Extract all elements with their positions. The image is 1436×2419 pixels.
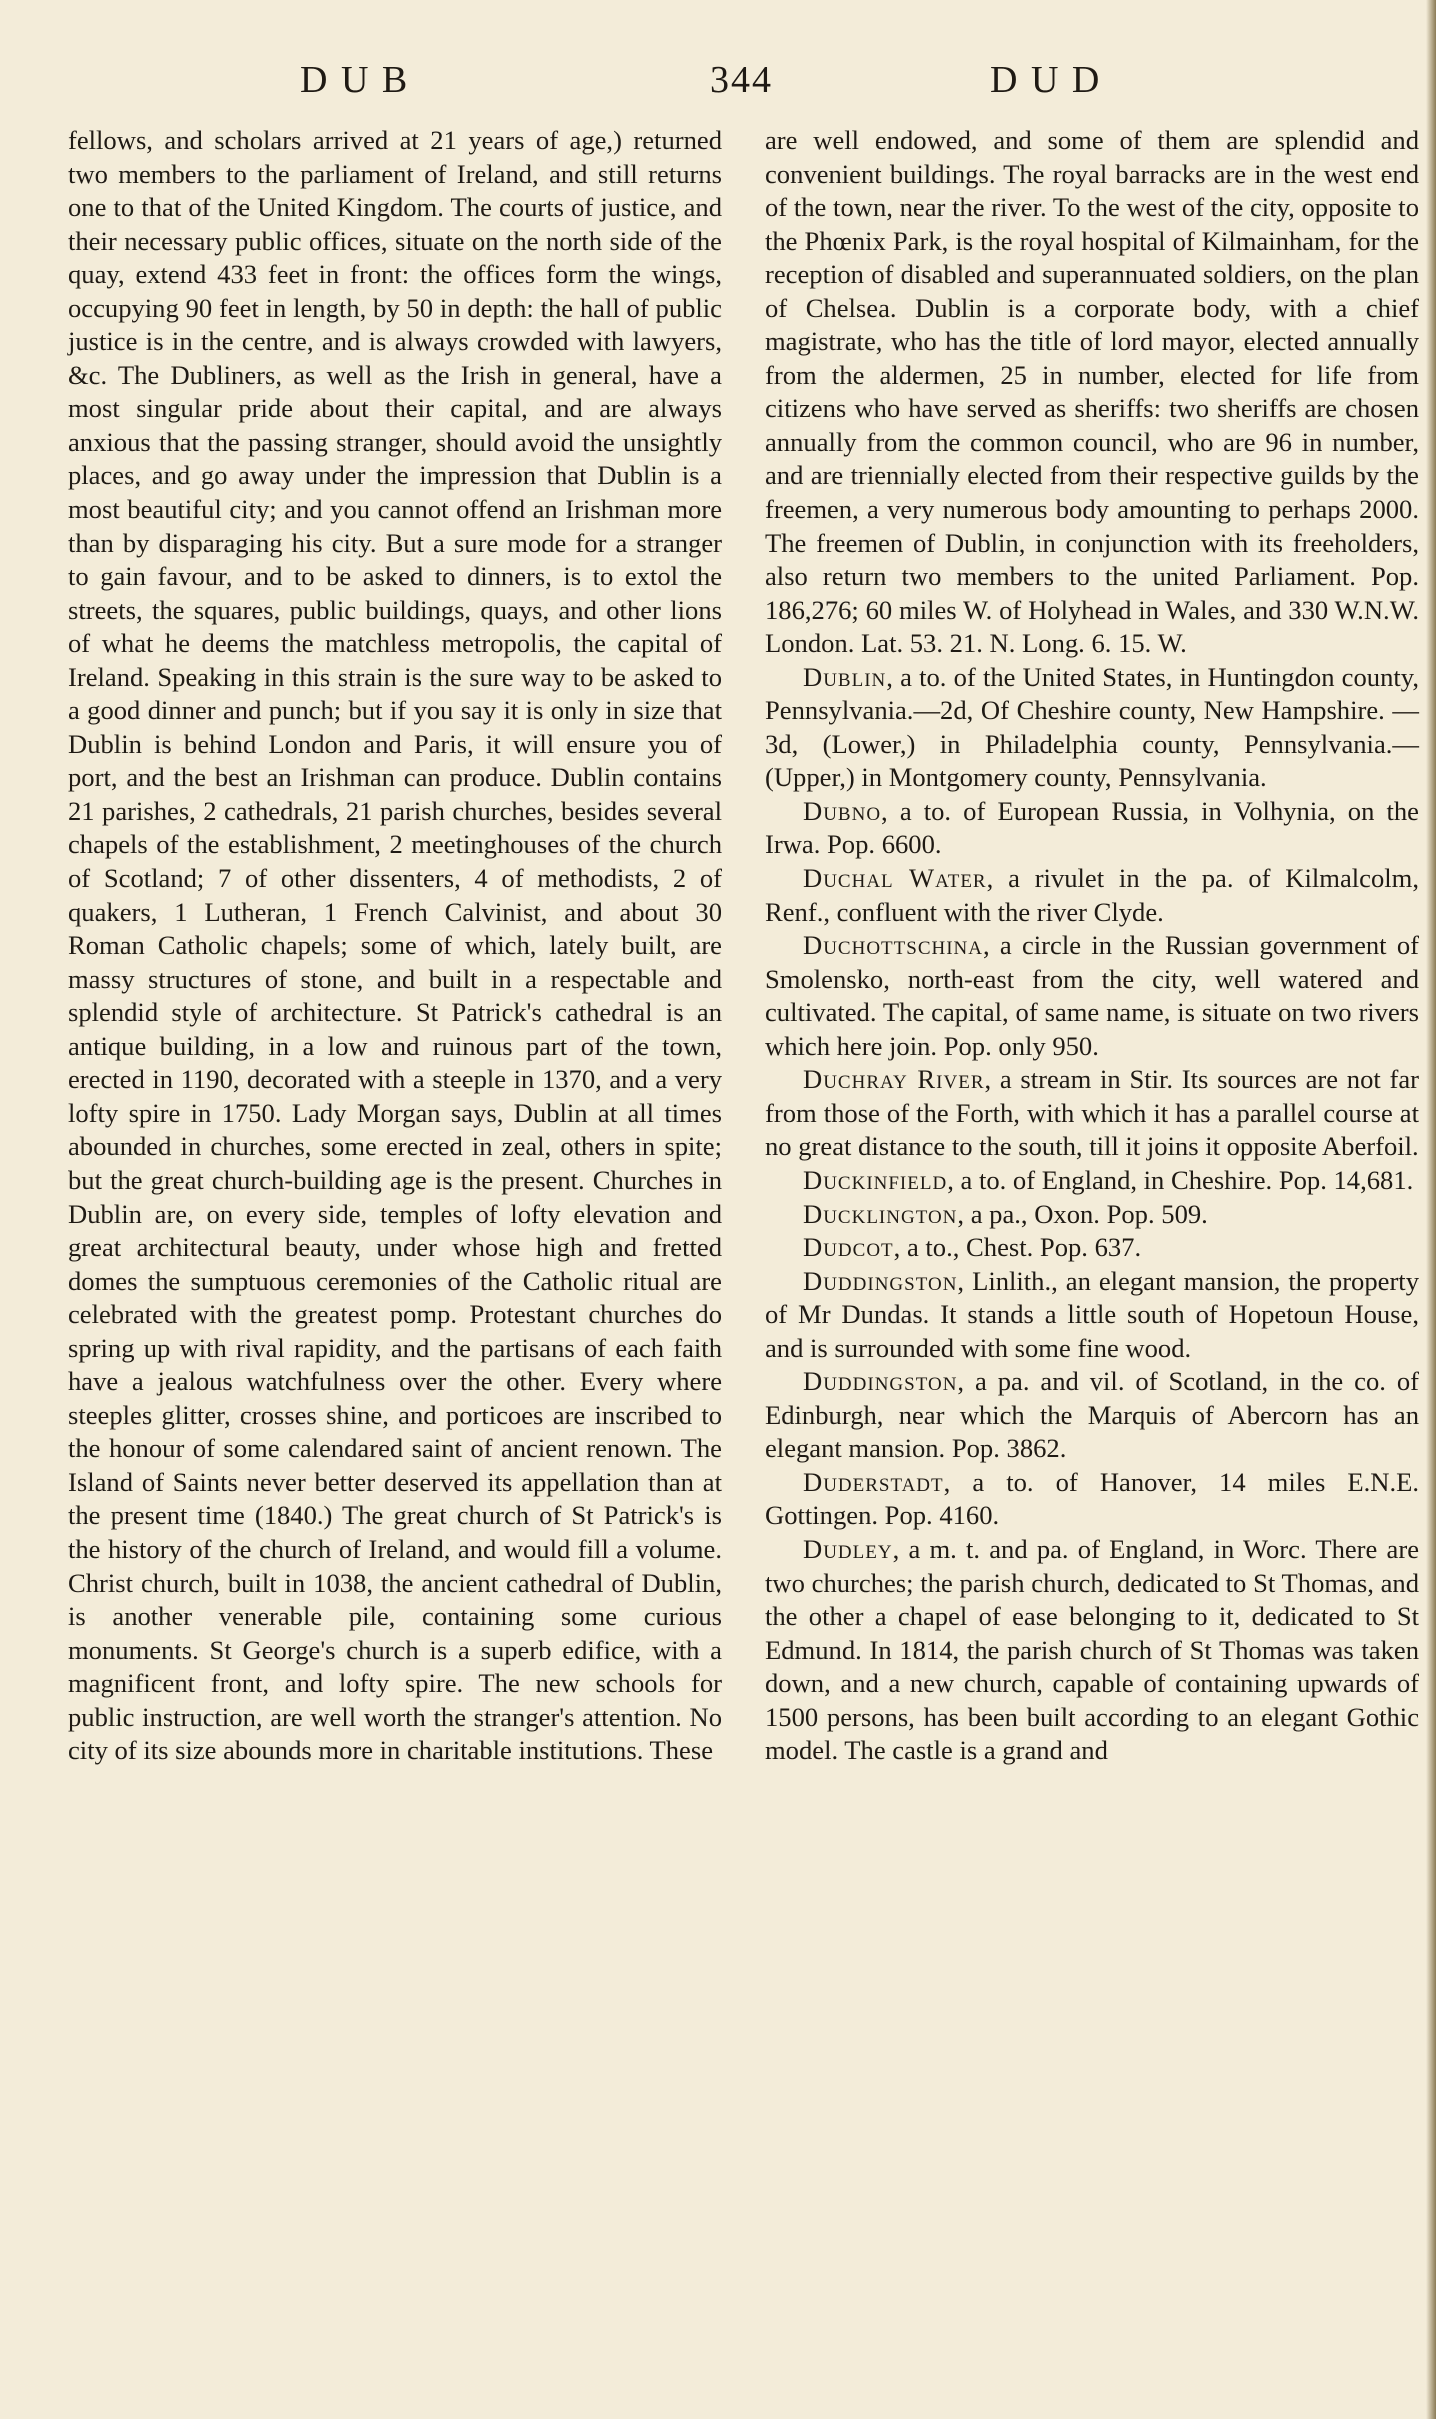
entry-headword: Duddingston	[803, 1366, 958, 1397]
entry-text: , a to. of European Russia, in Volhynia, on the Irwa. Pop. 6600.	[765, 795, 1419, 860]
entry-headword: Duchray River	[803, 1064, 985, 1095]
entry	[765, 1231, 1419, 1265]
entry-headword: Dubno	[803, 795, 882, 826]
entry-text: , a to. of England, in Cheshire. Pop. 14,681.	[947, 1164, 1414, 1195]
entry	[765, 1198, 1419, 1232]
entry	[765, 795, 1419, 862]
entry	[765, 1063, 1419, 1164]
entry	[765, 1533, 1419, 1768]
entry	[765, 862, 1419, 929]
entry-headword: Dudley	[803, 1533, 893, 1564]
right-column	[765, 124, 1419, 1768]
entry-text: , a pa. and vil. of Scotland, in the co. of Edinburgh, near which the Marquis of Abercorn has an elegant mansion. Pop. 3862.	[765, 1366, 1419, 1464]
entry	[765, 1265, 1419, 1366]
header-left-guide-word: D U B	[300, 59, 410, 101]
entry	[765, 929, 1419, 1063]
entry-text: , a stream in Stir. Its sources are not far from those of the Forth, with which it has a parallel course at no great distance to the south, till it joins it opposite Aberfoil.	[765, 1064, 1420, 1162]
entry-text: , a circle in the Russian government of Smolensko, north-east from the city, well watered and cultivated. The capital, of same name, is situate on two rivers which here join. Pop. only 950.	[765, 930, 1419, 1061]
left-column	[68, 124, 722, 1768]
entry-text: , a m. t. and pa. of England, in Worc. There are two churches; the parish church, dedicated to St Thomas, and the other a chapel of ease belonging to it, dedicated to St Edmund. In 1814, the parish church of St Thomas was taken down, and a new church, capable of containing upwards of 1500 persons, has been built according to an elegant Gothic model. The castle is a grand and	[765, 1533, 1419, 1766]
page-number: 344	[710, 59, 773, 101]
entry-text: , a to., Chest. Pop. 637.	[893, 1232, 1142, 1263]
entry-headword: Dublin	[803, 661, 887, 692]
header-right-guide-word: D U D	[990, 59, 1102, 101]
entry-headword: Duddingston	[803, 1265, 958, 1296]
entry-headword: Duckinfield	[803, 1164, 948, 1195]
entry-text: are well endowed, and some of them are splendid and convenient buildings. The royal barracks are in the west end of the town, near the river. To the west of the city, opposite to the Phœnix Park, is the royal hospital of Kilmainham, for the reception of disabled and superannuated soldiers, on the plan of Chelsea. Dublin is a corporate body, with a chief magistrate, who has the title of lord mayor, elected annually from the aldermen, 25 in number, elected for life from citizens who have served as sheriffs: two sheriffs are chosen annually from the common council, who are 96 in number, and are triennially elected from their respective guilds by the freemen, a very numerous body amounting to perhaps 2000. The freemen of Dublin, in conjunction with its freeholders, also return two members to the united Parliament. Pop. 186,276; 60 miles W. of Holyhead in Wales, and 330 W.N.W. London. Lat. 53. 21. N. Long. 6. 15. W.	[765, 125, 1419, 659]
entry-headword: Duchal Water	[803, 863, 987, 894]
paragraph: fellows, and scholars arrived at 21 years of age,) returned two members to the parliament of Ireland, and still returns one to that of the United Kingdom. The courts of justice, and their necessary public offices, situate on the north side of the quay, extend 433 feet in front: the offices form the wings, occupying 90 feet in length, by 50 in depth: the hall of public justice is in the centre, and is always crowded with lawyers, &c. The Dubliners, as well as the Irish in general, have a most singular pride about their capital, and are always anxious that the passing stranger, should avoid the unsightly places, and go away under the impression that Dublin is a most beautiful city; and you cannot offend an Irishman more than by disparaging his city. But a sure mode for a stranger to gain favour, and to be asked to dinners, is to extol the streets, the squares, public buildings, quays, and other lions of what he deems the matchless metropolis, the capital of Ireland. Speaking in this strain is the sure way to be asked to a good dinner and punch; but if you say it is only in size that Dublin is behind London and Paris, it will ensure you of port, and the best an Irishman can produce. Dublin contains 21 parishes, 2 cathedrals, 21 parish churches, besides several chapels of the establishment, 2 meetinghouses of the church of Scotland; 7 of other dissenters, 4 of methodists, 2 of quakers, 1 Lutheran, 1 French Calvinist, and about 30 Roman Catholic chapels; some of which, lately built, are massy structures of stone, and built in a respectable and splendid style of architecture. St Patrick's cathedral is an antique building, in a low and ruinous part of the town, erected in 1190, decorated with a steeple in 1370, and a very lofty spire in 1750. Lady Morgan says, Dublin at all times abounded in churches, some erected in zeal, others in spite; but the great church-building age is the present. Churches in Dublin are, on every side, temples of lofty elevation and great architectural beauty, under whose high and fretted domes the sumptuous ceremonies of the Catholic ritual are celebrated with the greatest pomp. Protestant churches do spring up with rival rapidity, and the partisans of each faith have a jealous watchfulness over the other. Every where steeples glitter, crosses shine, and porticoes are inscribed to the honour of some calendared saint of ancient renown. The Island of Saints never better deserved its appellation than at the present time (1840.) The great church of St Patrick's is the history of the church of Ireland, and would fill a volume. Christ church, built in 1038, the ancient cathedral of Dublin, is another venerable pile, containing some curious monuments. St George's church is a superb edifice, with a magnificent front, and lofty spire. The new schools for public instruction, are well worth the stranger's attention. No city of its size abounds more in charitable institutions. These	[68, 125, 722, 1766]
entry-continuation	[765, 124, 1419, 661]
entry	[765, 661, 1419, 795]
entry	[765, 1164, 1419, 1198]
entry	[765, 1466, 1419, 1533]
entry-text: , a pa., Oxon. Pop. 509.	[957, 1198, 1208, 1229]
entry-text: , a rivulet in the pa. of Kilmalcolm, Renf., confluent with the river Clyde.	[765, 863, 1419, 927]
entry-text: , a to. of the United States, in Huntingdon county, Pennsylvania.—2d, Of Cheshire county, New Hampshire. — 3d, (Lower,) in Philadelphia county, Pennsylvania.—(Upper,) in Montgomery county, Pennsylvania.	[765, 661, 1419, 793]
page-edge	[1426, 0, 1436, 2419]
running-header	[300, 58, 1200, 108]
entry-text: , Linlith., an elegant mansion, the property of Mr Dundas. It stands a little south of Hopetoun House, and is surrounded with some fine wood.	[765, 1265, 1419, 1363]
entry-headword: Duderstadt	[803, 1466, 944, 1497]
entry-headword: Duchottschina	[803, 930, 983, 961]
entry-headword: Dudcot	[803, 1232, 894, 1263]
entry	[765, 1365, 1419, 1466]
entry-text: , a to. of Hanover, 14 miles E.N.E. Gottingen. Pop. 4160.	[765, 1466, 1419, 1531]
entry-headword: Ducklington	[803, 1198, 958, 1229]
